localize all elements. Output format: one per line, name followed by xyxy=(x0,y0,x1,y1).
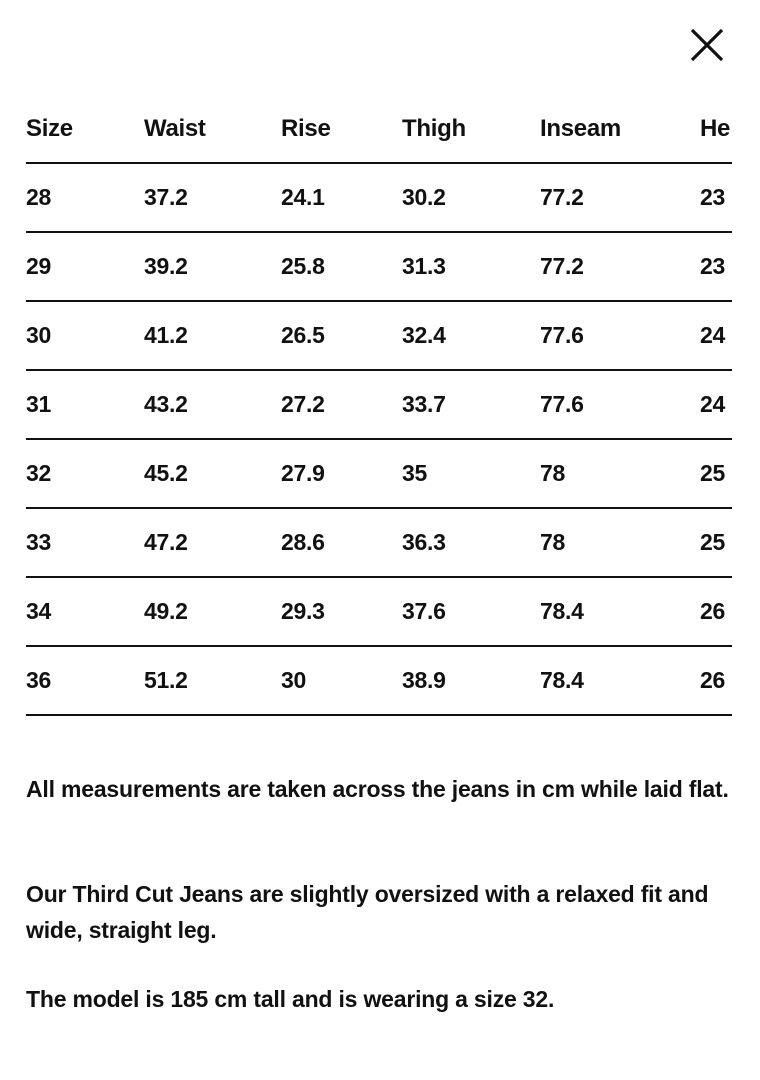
cell-rise: 30 xyxy=(281,667,306,693)
header-thigh: Thigh xyxy=(402,115,466,142)
cell-inseam: 77.2 xyxy=(540,253,584,279)
cell-inseam: 78.4 xyxy=(540,598,584,624)
cell-thigh: 31.3 xyxy=(402,253,446,279)
cell-size: 33 xyxy=(26,529,51,555)
cell-waist: 45.2 xyxy=(144,460,188,486)
cell-thigh: 36.3 xyxy=(402,529,446,555)
cell-hem: 23 xyxy=(700,253,725,279)
cell-rise: 25.8 xyxy=(281,253,325,279)
cell-hem: 25 xyxy=(700,529,725,555)
cell-inseam: 77.6 xyxy=(540,322,584,348)
cell-thigh: 33.7 xyxy=(402,391,446,417)
cell-hem: 25 xyxy=(700,460,725,486)
header-waist: Waist xyxy=(144,115,206,142)
close-icon xyxy=(688,26,726,64)
cell-waist: 39.2 xyxy=(144,253,188,279)
cell-waist: 37.2 xyxy=(144,184,188,210)
header-inseam: Inseam xyxy=(540,115,621,142)
table-row xyxy=(26,370,732,439)
cell-hem: 24 xyxy=(700,322,725,348)
cell-inseam: 78 xyxy=(540,460,565,486)
size-table xyxy=(26,96,732,716)
cell-hem: 23 xyxy=(700,184,725,210)
model-note: The model is 185 cm tall and is wearing a size 32. xyxy=(26,986,555,1012)
cell-rise: 24.1 xyxy=(281,184,325,210)
table-row xyxy=(26,232,732,301)
cell-inseam: 78.4 xyxy=(540,667,584,693)
cell-thigh: 37.6 xyxy=(402,598,446,624)
cell-rise: 28.6 xyxy=(281,529,325,555)
cell-waist: 43.2 xyxy=(144,391,188,417)
table-row xyxy=(26,439,732,508)
cell-thigh: 35 xyxy=(402,460,427,486)
table-row xyxy=(26,646,732,715)
cell-rise: 26.5 xyxy=(281,322,325,348)
cell-rise: 27.2 xyxy=(281,391,325,417)
header-hem: He xyxy=(700,115,731,142)
cell-size: 30 xyxy=(26,322,51,348)
cell-size: 29 xyxy=(26,253,51,279)
header-rise: Rise xyxy=(281,115,331,142)
cell-rise: 29.3 xyxy=(281,598,325,624)
header-size: Size xyxy=(26,115,73,142)
size-table-scroll[interactable] xyxy=(26,96,732,716)
cell-rise: 27.9 xyxy=(281,460,325,486)
cell-size: 31 xyxy=(26,391,51,417)
close-button[interactable] xyxy=(688,26,726,64)
fit-note: Our Third Cut Jeans are slightly oversized with a relaxed fit and wide, straight leg. xyxy=(26,881,709,943)
cell-size: 34 xyxy=(26,598,51,624)
measurement-note: All measurements are taken across the jeans in cm while laid flat. xyxy=(26,776,729,802)
cell-thigh: 32.4 xyxy=(402,322,446,348)
table-row xyxy=(26,577,732,646)
cell-waist: 47.2 xyxy=(144,529,188,555)
cell-waist: 41.2 xyxy=(144,322,188,348)
cell-size: 32 xyxy=(26,460,51,486)
cell-thigh: 30.2 xyxy=(402,184,446,210)
cell-inseam: 77.2 xyxy=(540,184,584,210)
cell-hem: 26 xyxy=(700,667,725,693)
cell-size: 28 xyxy=(26,184,51,210)
table-row xyxy=(26,163,732,232)
cell-waist: 49.2 xyxy=(144,598,188,624)
cell-inseam: 78 xyxy=(540,529,565,555)
cell-hem: 24 xyxy=(700,391,725,417)
table-row xyxy=(26,508,732,577)
cell-thigh: 38.9 xyxy=(402,667,446,693)
table-header-row xyxy=(26,96,732,163)
table-row xyxy=(26,301,732,370)
cell-hem: 26 xyxy=(700,598,725,624)
cell-waist: 51.2 xyxy=(144,667,188,693)
cell-inseam: 77.6 xyxy=(540,391,584,417)
cell-size: 36 xyxy=(26,667,51,693)
